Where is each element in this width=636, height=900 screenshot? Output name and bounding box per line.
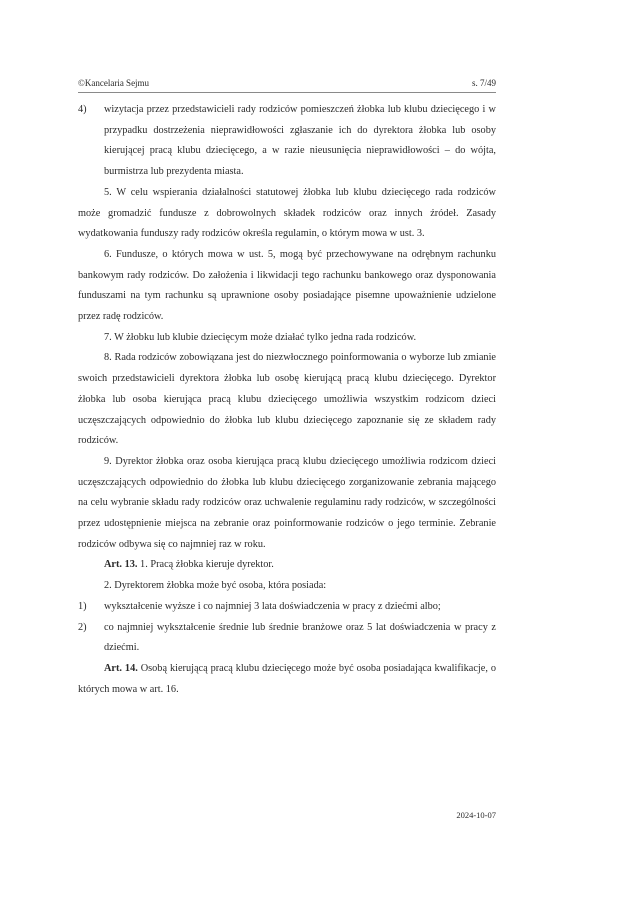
list-item [78,597,496,618]
list-item [78,618,496,659]
paragraph-5: 5. W celu wspierania działalności statutowej żłobka lub klubu dziecięcego rada rodziców może gromadzić fundusze z dobrowolnych składek rodziców oraz innych źródeł. Zasady wydatkowania funduszy rady rodziców określa regulamin, o którym mowa w ust. 3. [78,186,496,240]
list-item-number: 2) [78,621,87,633]
paragraph-6: 6. Fundusze, o których mowa w ust. 5, mogą być przechowywane na odrębnym rachunku bankowym rady rodziców. Do założenia i likwidacji tego rachunku bankowego oraz dysponowania funduszami na tym rachunku są uprawnione osoby posiadające pisemne upoważnienie udzielone przez radę rodziców. [78,248,496,323]
page-header [78,78,496,88]
document-body [78,100,496,700]
header-source: ©Kancelaria Sejmu [78,78,150,88]
list-item-text: wykształcenie wyższe i co najmniej 3 lata doświadczenia w pracy z dziećmi albo; [104,600,441,612]
list-item [78,100,496,183]
article-13-label: Art. 13. [104,559,138,571]
footer-date: 2024-10-07 [456,810,496,820]
header-divider [78,92,496,93]
header-page-number: s. 7/49 [471,78,496,88]
paragraph-7: 7. W żłobku lub klubie dziecięcym może działać tylko jedna rada rodziców. [104,331,417,343]
article-13 [78,555,496,576]
list-item-text: wizytacja przez przedstawicieli rady rodziców pomieszczeń żłobka lub klubu dziecięcego i w przypadku dostrzeżenia nieprawidłowości zgłaszanie ich do dyrektora żłobka lub osoby kierującej pracą klubu dziecięcego, a w razie nieusunięcia nieprawidłowości – do wójta, burmistrza lub prezydenta miasta. [104,104,496,178]
article-13-text: 1. Pracą żłobka kieruje dyrektor. [140,559,274,571]
paragraph-9: 9. Dyrektor żłobka oraz osoba kierująca pracą klubu dziecięcego umożliwia rodzicom dzieci uczęszczających odpowiednio do żłobka lub klubu dziecięcego zorganizowanie zebrania mającego na celu wybranie składu rady rodziców oraz uchwalenie regulaminu rady rodziców, w szczególności przez udostępnienie miejsca na zebranie oraz poinformowanie rodziców o jego terminie. Zebranie rodziców odbywa się co najmniej raz w roku. [78,455,496,550]
list-item-number: 1) [78,600,87,612]
article-14 [78,659,496,700]
article-13-paragraph-2: 2. Dyrektorem żłobka może być osoba, która posiada: [104,580,327,592]
paragraph-8: 8. Rada rodziców zobowiązana jest do niezwłocznego poinformowania o wyborze lub zmianie swoich przedstawicieli dyrektora żłobka lub osobę kierującą pracą klubu dziecięcego. Dyrektor żłobka lub osoba kierująca pracą klubu dziecięcego umożliwia wszystkim rodzicom dzieci uczęszczających odpowiednio do żłobka lub klubu dziecięcego zapoznanie się ze składem rady rodziców. [78,352,496,447]
list-item-number: 4) [78,104,87,115]
article-14-text: Osobą kierującą pracą klubu dziecięcego może być osoba posiadająca kwalifikacje, o których mowa w art. 16. [78,662,496,695]
article-14-label: Art. 14. [104,662,138,674]
list-item-text: co najmniej wykształcenie średnie lub średnie branżowe oraz 5 lat doświadczenia w pracy z dziećmi. [104,621,496,654]
